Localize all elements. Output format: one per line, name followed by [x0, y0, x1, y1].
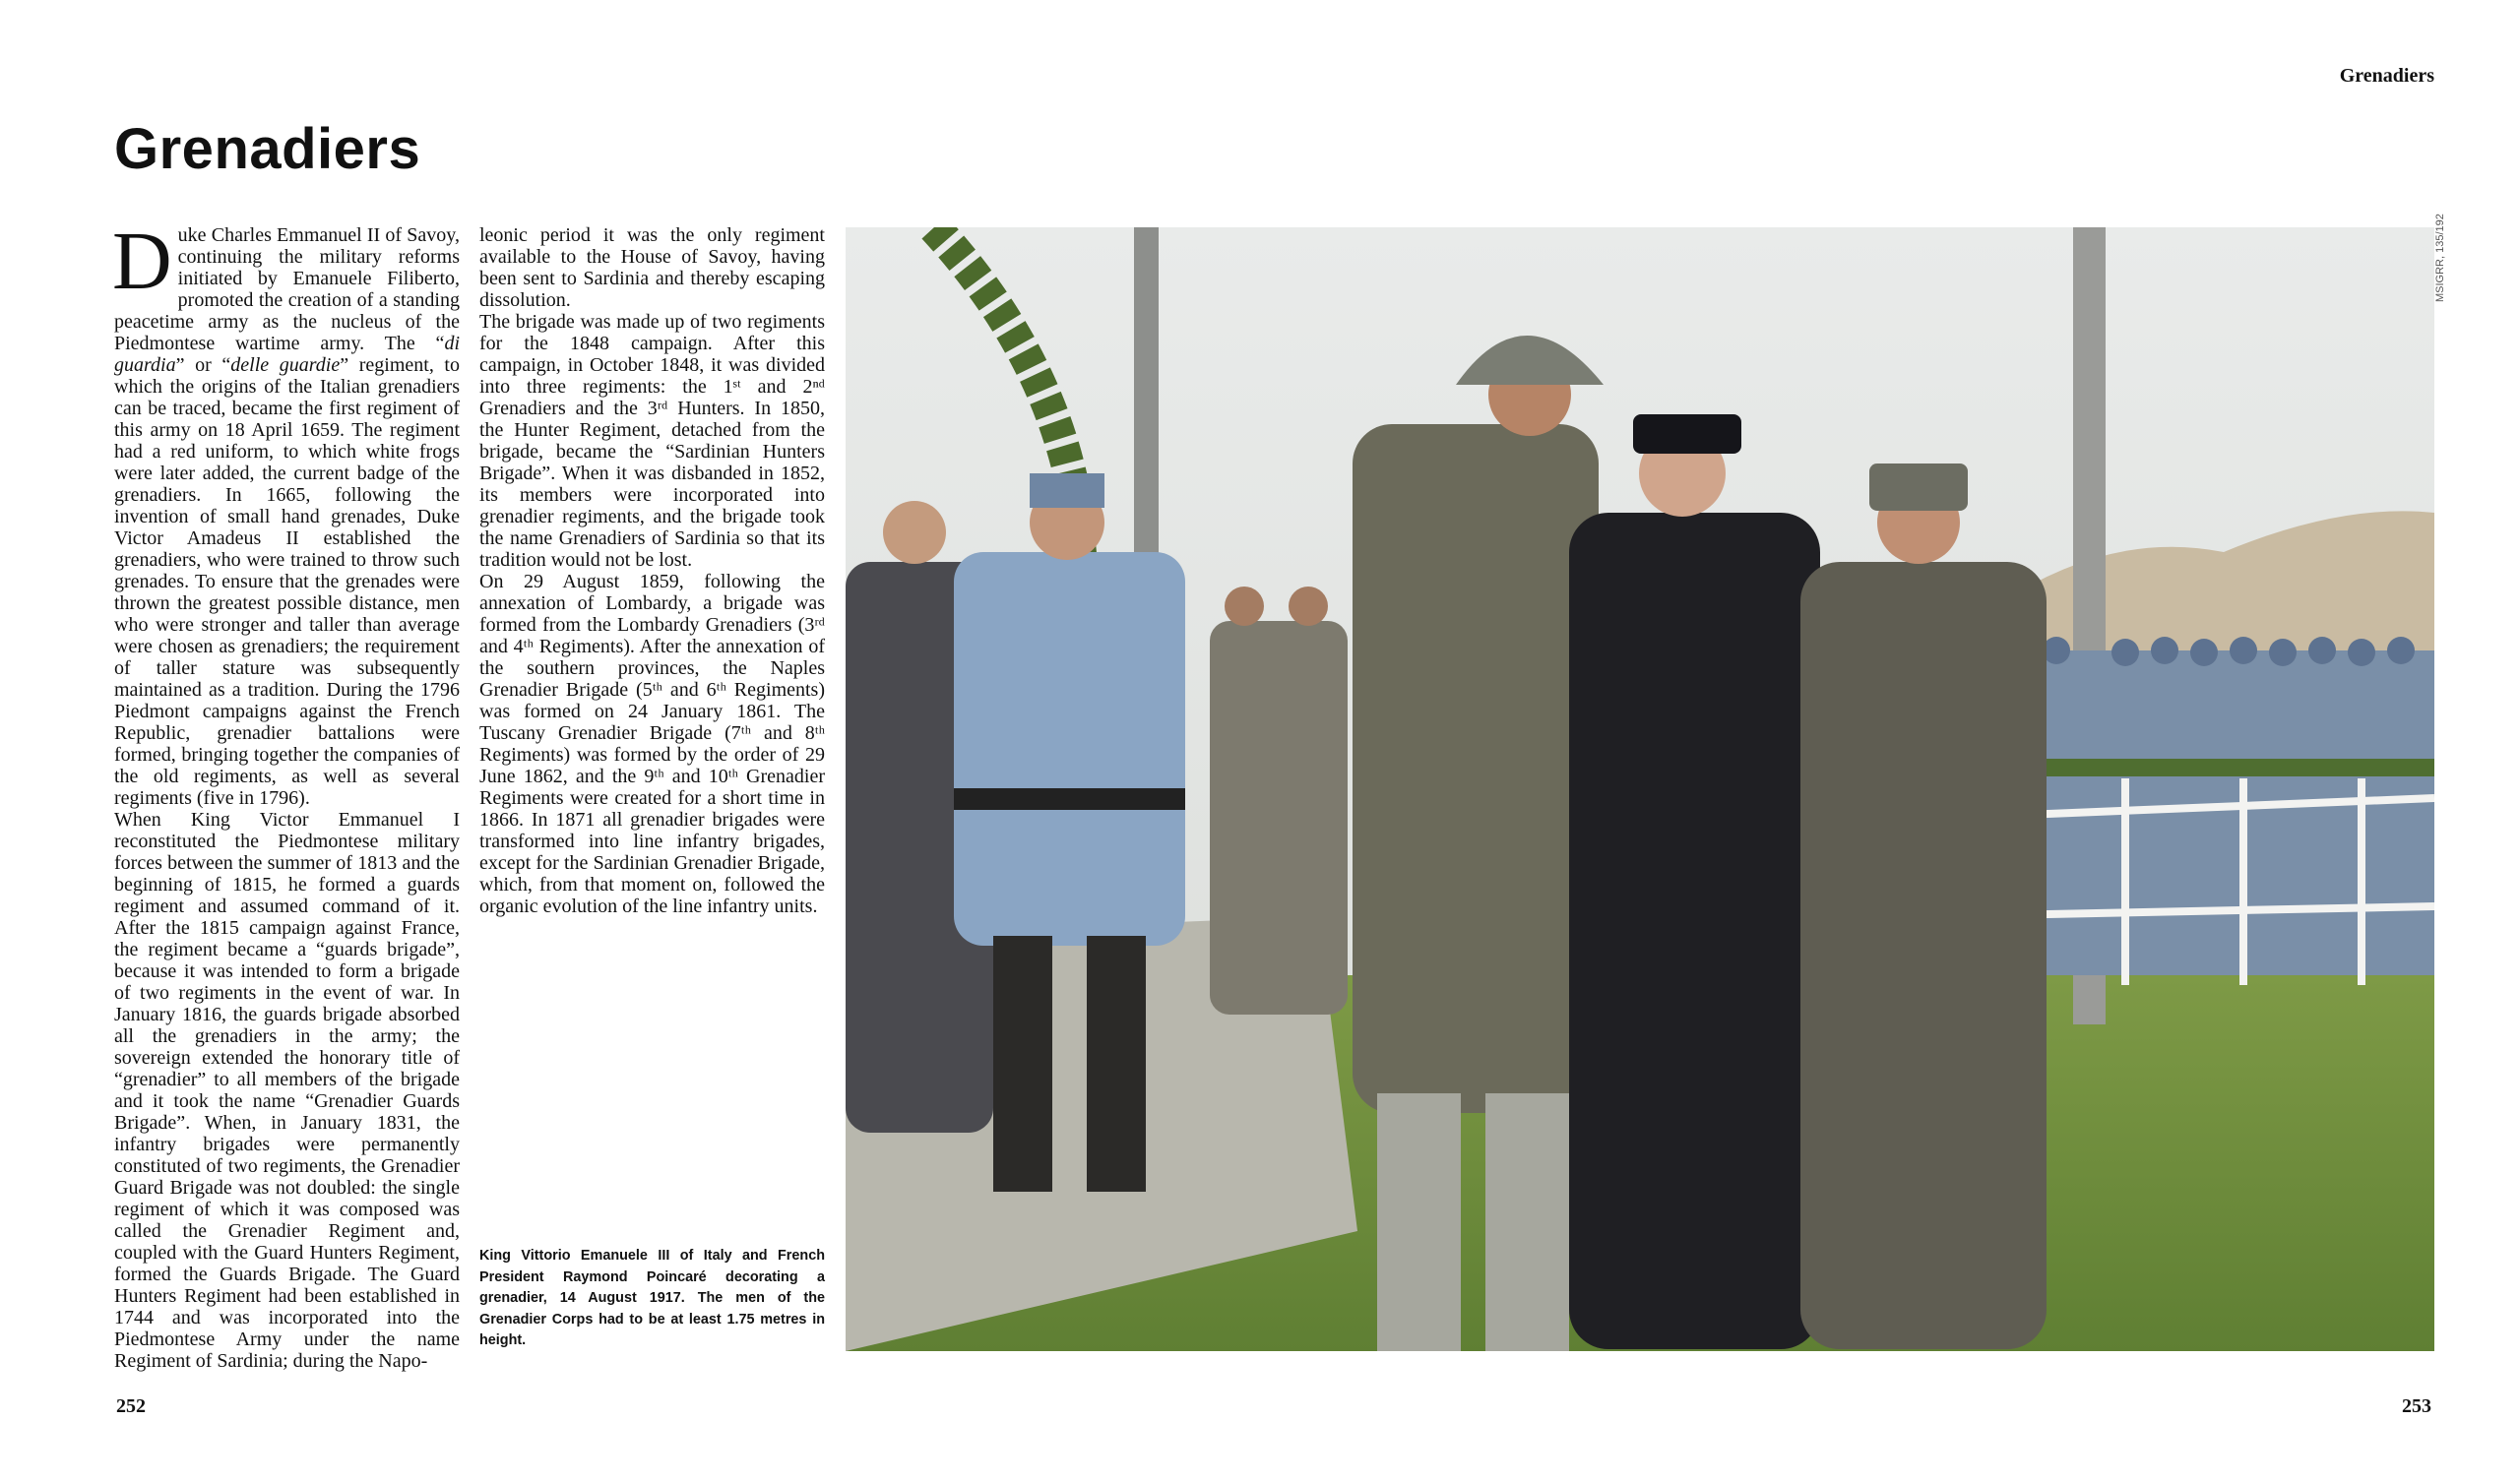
text-run: ” or “ [175, 354, 231, 376]
text-run: ” regiment, to which the origins of the Italian grenadiers can be traced, became the first regiment of this army on 18 April 1659. The regiment had a red uniform, to which white frogs were later added, the current badge of the grenadiers. In 1665, following the invention of small hand grenades, Duke Victor Amadeus II established the grenadiers, who were trained to throw such grenades. To ensure that the grenades were thrown the greatest possible distance, men who were stronger and taller than average were chosen as grenadiers; the requirement of taller stature was subsequently maintained as a tradition. During the 1796 Piedmont campaigns against the French Republic, grenadier battalions were formed, bringing together the companies of the old regiments, as well as several regiments (five in 1796). [114, 354, 460, 809]
paragraph: When King Victor Emmanuel I reconstituted the Piedmontese military forces between the summer of 1813 and the beginning of 1815, he formed a guards regiment and assumed command of it. After the 1815 campaign against France, the regiment became a “guards brigade”, because it was intended to form a brigade of two regiments in the event of war. In January 1816, the guards brigade absorbed all the grenadiers in the army; the sovereign extended the honorary title of “grenadier” to all members of the brigade and it took the name “Grenadier Guards Brigade”. When, in January 1831, the infantry brigades were permanently constituted of two regiments, the Grenadier Guard Brigade was not doubled: the single regiment of which it was composed was called the Grenadier Regiment and, coupled with the Guard Hunters Regiment, formed the Guards Brigade. The Guard Hunters Regiment had been established in 1744 and was incorporated into the Piedmontese Army under the name Regiment of Sardinia; during the Napo- [114, 809, 460, 1372]
page-number-left: 252 [116, 1395, 146, 1417]
text-column-2 [479, 224, 825, 917]
background-soldiers [1210, 587, 1348, 1015]
italic-term: delle guardie [230, 354, 341, 376]
photo-illustration [846, 227, 2434, 1351]
page-number-right: 253 [2402, 1395, 2431, 1417]
text-column-1 [112, 216, 460, 1372]
running-head: Grenadiers [2339, 65, 2434, 87]
drop-cap: D [112, 216, 172, 307]
president-poincare [1569, 414, 1820, 1349]
photograph [846, 227, 2434, 1351]
king-vittorio-emanuele [1800, 463, 2047, 1349]
paragraph: The brigade was made up of two regiments for the 1848 campaign. After this campaign, in October 1848, it was divided into three regiments: the 1ˢᵗ and 2ⁿᵈ Grenadiers and the 3ʳᵈ Hunters. In 1850, the Hunter Regiment, detached from the brigade, became the “Sardinian Hunters Brigade”. When it was disbanded in 1852, its members were incorporated into grenadier regiments, and the brigade took the name Grenadiers of Sardinia so that its tradition would not be lost. [479, 311, 825, 571]
italic-term: di guardia [114, 333, 460, 376]
paragraph: leonic period it was the only regiment available to the House of Savoy, having been sent to Sardinia and thereby escaping dissolution. [479, 224, 825, 311]
photo-caption: King Vittorio Emanuele III of Italy and French President Raymond Poincaré decorating a grenadier, 14 August 1917. The men of the Grenadier Corps had to be at least 1.75 metres in height. [479, 1248, 825, 1349]
page-title: Grenadiers [114, 117, 421, 181]
paragraph [112, 216, 460, 809]
text-run: uke Charles Emmanuel II of Savoy, continuing the military reforms initiated by Emanuele Filiberto, promoted the creation of a standing peacetime army as the nucleus of the Piedmontese wartime army. The “ [114, 224, 460, 354]
paragraph: On 29 August 1859, following the annexation of Lombardy, a brigade was formed from the Lombardy Grenadiers (3ʳᵈ and 4ᵗʰ Regiments). After the annexation of the southern provinces, the Naples Grenadier Brigade (5ᵗʰ and 6ᵗʰ Regiments) was formed on 24 January 1861. The Tuscany Grenadier Brigade (7ᵗʰ and 8ᵗʰ Regiments) was formed by the order of 29 June 1862, and the 9ᵗʰ and 10ᵗʰ Grenadier Regiments were created for a short time in 1866. In 1871 all grenadier brigades were transformed into line infantry brigades, except for the Sardinian Grenadier Brigade, which, from that moment on, followed the organic evolution of the line infantry units. [479, 571, 825, 917]
photo-credit: MSIGRR, 135/192 [2434, 214, 2446, 302]
